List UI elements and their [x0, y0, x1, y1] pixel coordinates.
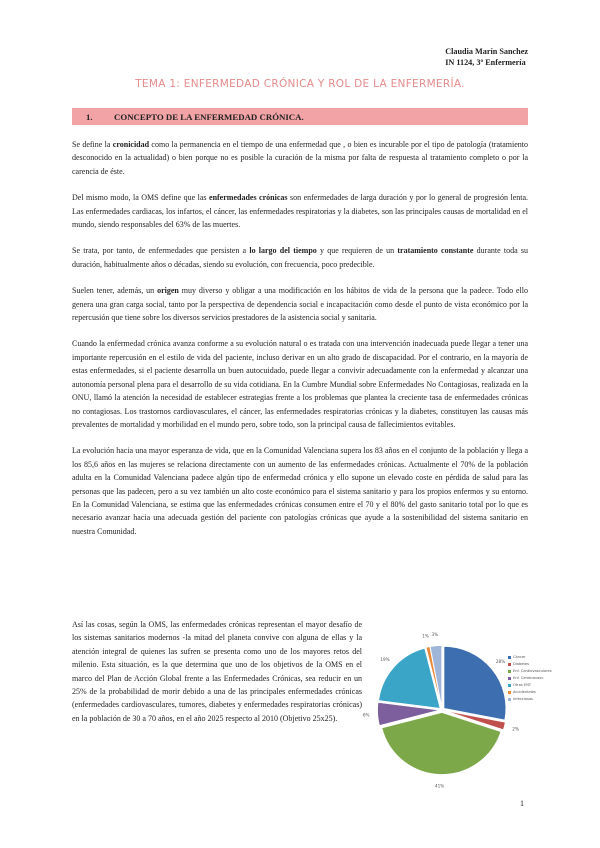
chart-legend	[508, 654, 552, 703]
section-label: CONCEPTO DE LA ENFERMEDAD CRÓNICA.	[114, 111, 304, 122]
legend-label: Otras ENT	[513, 683, 532, 687]
text-run: Se define la	[72, 140, 113, 149]
text-run: como la permanencia en el tiempo de una enfermedad que , o bien es incurable por el tipo de patología (tratamiento desconocido en la actualidad) o bien porque no es posible la curación de la misma por falta de respuesta al tratamiento completo o por la carencia de éste.	[72, 140, 529, 176]
legend-item	[508, 682, 552, 689]
text-run: Del mismo modo, la OMS define que las	[72, 193, 210, 203]
legend-item	[508, 661, 552, 668]
section-heading	[72, 108, 528, 125]
page-number: 1	[520, 799, 524, 808]
paragraph-4	[72, 284, 528, 324]
text-run: Se trata, por tanto, de enfermedades que persisten a	[72, 246, 250, 256]
paragraph-3	[72, 244, 528, 271]
paragraph-6: La evolución hacia una mayor esperanza de vida, que en la Comunidad Valenciana supera los 83 años en el conjunto de la población y llega a los 85,6 años en las mujeres se relaciona directamente con un aumento de las enfermedades crónicas. Actualmente el 70% de la población adulta en la Comunidad Valenciana padece algún tipo de enfermedad crónica y ello supone un elevado coste en pérdida de salud para las personas que las padecen, pero a su vez también un alto coste económico para el sistema sanitario y para los propios enfermos y su entorno. En la Comunidad Valenciana, se estima que las enfermedades crónicas consumen entre el 70 y el 80% del gasto sanitario total por lo que es necesario avanzar hacia una adecuada gestión del paciente con patologías crónicas que ayude a la sostenibilidad del sistema sanitario en nuestra Comunidad.	[72, 446, 528, 536]
bold-term: lo largo del tiempo	[249, 246, 317, 256]
legend-swatch	[508, 663, 511, 666]
text-run: durante toda su duración, habitualmente años o décadas, siendo su evolución, con frecuencia, poco predecible.	[72, 246, 528, 269]
paragraph-2	[72, 191, 528, 231]
author-name: Claudia Marín Sanchez	[445, 47, 528, 56]
legend-label: Enf. Cerebrovasc.	[513, 676, 545, 680]
pie-label-3: 6%	[362, 712, 370, 718]
paragraph-5: Cuando la enfermedad crónica avanza conforme a su evolución natural o es tratada con una intervención inadecuada puede llegar a tener una importante repercusión en el estilo de vida del paciente, incluso derivar en un alto grado de discapacidad. Por el contrario, en la mayoría de estas enfermedades, si el paciente desarrolla un buen autocuidado, puede llegar a convivir adecuadamente con la enfermedad y alcanzar una autonomía personal plena para el desarrollo de su vida cotidiana. En la Cumbre Mundial sobre Enfermedades No Contagiosas, realizada en la ONU, llamó la atención la necesidad de establecer estrategias frente a los problemas que plantea la creciente tasa de enfermedades crónicas no contagiosas. Los trastornos cardiovasculares, el cáncer, las enfermedades respiratorias crónicas y la diabetes, constituyen las causas más prevalentes de mortalidad y morbilidad en el mundo pero, sobre todo, son la principal causa de fallecimientos evitables.	[72, 339, 528, 429]
document-body	[72, 138, 528, 551]
legend-label: Enf. Cardiovasculares	[513, 669, 552, 673]
legend-label: Cáncer	[513, 655, 526, 659]
legend-label: Diabetes	[513, 662, 529, 666]
legend-swatch	[508, 698, 511, 701]
legend-item	[508, 675, 552, 682]
bold-term: tratamiento constante	[397, 246, 474, 256]
mortality-pie-chart	[362, 622, 530, 792]
bold-term: cronicidad	[112, 140, 150, 149]
legend-swatch	[508, 691, 511, 694]
legend-item	[508, 668, 552, 675]
pie-label-5: 1%	[422, 633, 429, 639]
pie-label-1: 2%	[512, 726, 519, 732]
bold-term: origen	[157, 286, 179, 296]
text-run: son enfermedades de larga duración y por lo general de progresión lenta. Las enfermedades cardiacas, los infartos, el cáncer, las enfermedades respiratorias y la diabetes, son las principales causas de mortalidad en el mundo, siendo responsables del 63% de las muertes.	[72, 193, 529, 230]
text-run: muy diverso y obligar a una modificación en los hábitos de vida de la persona que la padece. Todo ello genera una gran carga social, tanto por la perspectiva de dependencia social e incapacitación como desde el punto de vista económico por la repercusión que tiene sobre los diversos servicios prestadores de la asistencia social y sanitaria.	[72, 286, 528, 323]
pie-label-0: 28%	[495, 659, 506, 665]
legend-item	[508, 696, 552, 703]
legend-label: Accidentales	[513, 690, 536, 694]
legend-swatch	[508, 656, 511, 659]
legend-item	[508, 689, 552, 696]
pie-slice-0	[444, 646, 506, 720]
author-block	[445, 46, 528, 68]
paragraph-1	[72, 138, 528, 178]
legend-item	[508, 654, 552, 661]
legend-swatch	[508, 677, 511, 680]
text-run: y que requieren de un	[316, 246, 398, 256]
legend-label: Infecciosas	[513, 697, 533, 701]
pie-label-2: 41%	[434, 783, 445, 789]
course-code: IN 1124, 3º Enfermería	[445, 58, 526, 67]
pie-label-4: 19%	[380, 657, 390, 663]
paragraph-7-block	[72, 618, 362, 725]
text-run: Suelen tener, además, un	[72, 286, 158, 296]
pie-label-6: 3%	[431, 631, 439, 637]
bold-term: enfermedades crónicas	[209, 193, 288, 203]
legend-swatch	[508, 670, 511, 673]
paragraph-7: Así las cosas, según la OMS, las enfermedades crónicas representan el mayor desafío de los sistemas sanitarios modernos -la mitad del planeta convive con alguna de ellas y la atención integral de quienes las sufren se presenta como uno de los mayores retos del milenio. Esta situación, es la que determina que uno de los objetivos de la OMS en el marco del Plan de Acción Global frente a las Enfermedades Crónicas, sea reducir en un 25% de la probabilidad de morir debido a una de las principales enfermedades crónicas (enfermedades cardiovasculares, tumores, diabetes y enfermedades respiratorias crónicas) en la población de 30 a 70 años, en el año 2025 respecto al 2010 (Objetivo 25x25).	[72, 620, 362, 723]
page-title: TEMA 1: ENFERMEDAD CRÓNICA Y ROL DE LA ENFERMERÍA.	[135, 78, 465, 90]
legend-swatch	[508, 684, 511, 687]
section-number: 1.	[86, 111, 93, 122]
